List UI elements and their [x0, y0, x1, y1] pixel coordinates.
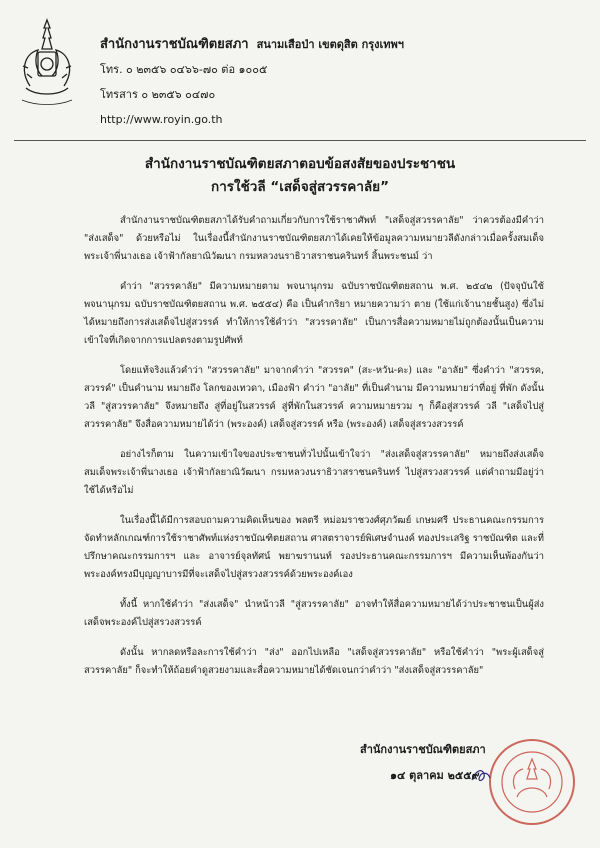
- letter-body: [84, 212, 544, 692]
- header-fax: โทรสาร ๐ ๒๓๕๖ ๐๔๗๐: [100, 88, 216, 101]
- document-subtitle: การใช้วลี “เสด็จสู่สวรรคาลัย”: [211, 179, 389, 195]
- letterhead: [100, 32, 580, 131]
- paragraph-5: ในเรื่องนี้ได้มีการสอบถามความคิดเห็นของ พลตรี หม่อมราชวงศ์ศุภวัฒย์ เกษมศรี ประธานคณะกรรมการจัดทำหลักเกณฑ์การใช้ราชาศัพท์แห่งราชบัณฑิตยสถาน ศาสตราจารย์พิเศษจำนงค์ ทองประเสริฐ ราชบัณฑิต และที่ปรึกษาคณะกรรมการฯ และ อาจารย์จุลทัศน์ พยาฆรานนท์ รองประธานคณะกรรมการฯ มีความเห็นพ้องกันว่า พระองค์ทรงมีบุญญาบารมีที่จะเสด็จไปสู่สรวงสวรรค์ด้วยพระองค์เอง: [84, 515, 544, 580]
- paragraph-4: อย่างไรก็ตาม ในความเข้าใจของประชาชนทั่วไปนั้นเข้าใจว่า "ส่งเสด็จสู่สวรรคาลัย" หมายถึงส่งเสด็จสมเด็จพระเจ้าพี่นางเธอ เจ้าฟ้ากัลยาณิวัฒนา กรมหลวงนราธิวาสราชนครินทร์ ไปสู่สรวงสวรรค์ แต่คำถามมีอยู่ว่า ใช้ได้หรือไม่: [84, 449, 544, 496]
- paragraph-1: สำนักงานราชบัณฑิตยสภาได้รับคำถามเกี่ยวกับการใช้ราชาศัพท์ "เสด็จสู่สวรรคาลัย" ว่าควรต้องมีคำว่า "ส่งเสด็จ" ด้วยหรือไม่ ในเรื่องนี้สำนักงานราชบัณฑิตยสภาได้เคยให้ข้อมูลความหมายวลีดังกล่าวเมื่อครั้งสมเด็จพระเจ้าพี่นางเธอ เจ้าฟ้ากัลยาณิวัฒนา กรมหลวงนราธิวาสราชนครินทร์ สิ้นพระชนม์ ว่า: [84, 215, 544, 262]
- header-phone: โทร. ๐ ๒๓๕๖ ๐๔๖๖-๗๐ ต่อ ๑๐๐๕: [100, 63, 268, 76]
- document-title: สำนักงานราชบัณฑิตยสภาตอบข้อสงสัยของประชาชน: [144, 156, 456, 172]
- signature-org: สำนักงานราชบัณฑิตยสภา: [360, 743, 486, 756]
- header-address: สนามเสือป่า เขตดุสิต กรุงเทพฯ: [256, 38, 404, 51]
- paragraph-6: ทั้งนี้ หากใช้คำว่า "ส่งเสด็จ" นำหน้าวลี "สู่สวรรคาลัย" อาจทำให้สื่อความหมายได้ว่าประชาชนเป็นผู้ส่งเสด็จพระองค์ไปสู่สรวงสวรรค์: [84, 599, 544, 628]
- paragraph-7: ดังนั้น หากลดหรือละการใช้คำว่า "ส่ง" ออกไปเหลือ "เสด็จสู่สวรรคาลัย" หรือใช้คำว่า "พระผู้เสด็จสู่สวรรคาลัย" ก็จะทำให้ถ้อยคำดูสวยงามและสื่อความหมายได้ชัดเจนกว่าคำว่า "ส่งเสด็จสู่สวรรคาลัย": [84, 647, 544, 676]
- header-divider: [14, 140, 586, 141]
- royal-society-logo-icon: [16, 16, 78, 108]
- header-org-name: สำนักงานราชบัณฑิตยสภา: [100, 37, 249, 52]
- paragraph-3: โดยแท้จริงแล้วคำว่า "สวรรคาลัย" มาจากคำว่า "สวรรค" (สะ-หวัน-คะ) และ "อาลัย" ซึ่งคำว่า "สวรรค, สวรรค์" เป็นคำนาม หมายถึง โลกของเทวดา, เมืองฟ้า คำว่า "อาลัย" ที่เป็นคำนาม มีความหมายว่าที่อยู่ ที่พัก ดังนั้น วลี "สู่สวรรคาลัย" จึงหมายถึง สู่ที่อยู่ในสวรรค์ สู่ที่พักในสวรรค์ ความหมายรวม ๆ ก็คือสู่สวรรค์ วลี "เสด็จไปสู่สวรรคาลัย" จึงสื่อความหมายได้ว่า (พระองค์) เสด็จสู่สวรรค์ หรือ (พระองค์) เสด็จสู่สรวงสวรรค์: [84, 365, 544, 430]
- header-website[interactable]: http://www.royin.go.th: [100, 113, 223, 126]
- signature-block: [360, 740, 560, 784]
- signature-date: ๑๔ ตุลาคม ๒๕๕๙: [390, 769, 480, 782]
- paragraph-2: คำว่า "สวรรคาลัย" มีความหมายตาม พจนานุกรม ฉบับราชบัณฑิตยสถาน พ.ศ. ๒๕๔๒ (ปัจจุบันใช้ พจนานุกรม ฉบับราชบัณฑิตยสถาน พ.ศ. ๒๕๕๔) คือ เป็นคำกริยา หมายความว่า ตาย (ใช้แก่เจ้านายชั้นสูง) ซึ่งไม่ได้หมายถึงการส่งเสด็จไปสู่สวรรค์ ทำให้การใช้คำว่า "สวรรคาลัย" เป็นการสื่อความหมายไม่ถูกต้องนั้นเป็นความเข้าใจที่เกิดจากการแปลตรงตามรูปศัพท์: [84, 281, 544, 346]
